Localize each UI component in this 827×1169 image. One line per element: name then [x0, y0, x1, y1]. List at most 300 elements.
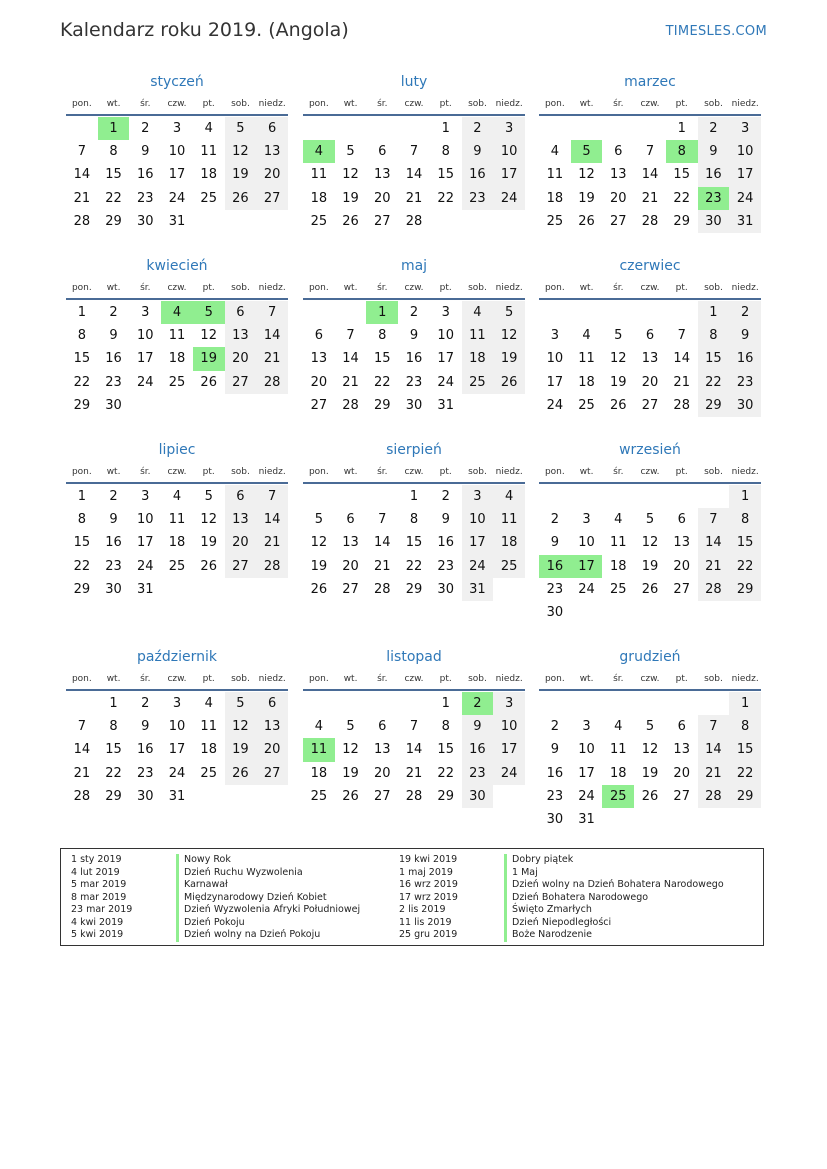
day-cell: 5 — [225, 117, 257, 140]
month-name: lipiec — [158, 442, 196, 458]
day-cell: 18 — [610, 765, 627, 781]
weekday-label: czw. — [167, 283, 187, 293]
weekday-label: pon. — [308, 674, 329, 684]
day-cell: 15 — [729, 738, 761, 761]
weekday-label: wt. — [579, 467, 594, 477]
day-cell: 5 — [614, 328, 623, 344]
day-cell: 15 — [437, 167, 454, 183]
weekday-label: pt. — [439, 283, 452, 293]
day-cell: 17 — [546, 374, 564, 390]
holiday-date: 17 wrz 2019 — [399, 891, 458, 903]
day-cell: 21 — [698, 762, 730, 785]
day-cell: 9 — [409, 328, 419, 344]
holiday-day-cell: 5 — [571, 140, 603, 163]
day-cell: 4 — [204, 696, 213, 711]
day-cell: 3 — [141, 489, 150, 504]
weekday-label: sob. — [704, 99, 723, 109]
empty-cell — [602, 301, 634, 324]
day-cell: 23 — [105, 374, 122, 390]
weekday-header — [303, 278, 525, 300]
empty-cell — [335, 485, 367, 508]
day-cell: 14 — [405, 742, 423, 758]
day-cell: 2 — [109, 305, 118, 320]
day-cell: 19 — [493, 347, 525, 370]
day-cell: 14 — [342, 351, 359, 367]
day-cell: 27 — [374, 788, 391, 804]
day-cell: 6 — [225, 485, 257, 508]
weekday-label: wt. — [343, 674, 358, 684]
day-cell: 31 — [168, 788, 186, 804]
day-cell: 26 — [310, 581, 328, 597]
day-cell: 25 — [310, 213, 328, 229]
day-cell: 6 — [346, 512, 355, 528]
day-cell: 20 — [342, 558, 359, 574]
empty-cell — [303, 117, 335, 140]
holiday-name: Dzień Pokoju — [176, 917, 245, 930]
day-cell: 31 — [729, 210, 761, 233]
weekday-header — [66, 669, 288, 691]
day-cell: 18 — [200, 742, 217, 758]
day-cell: 25 — [200, 765, 217, 781]
weekday-label: sob. — [468, 467, 487, 477]
holiday-date: 4 lut 2019 — [71, 866, 120, 878]
holiday-name: Dzień wolny na Dzień Pokoju — [176, 929, 320, 942]
day-cell: 16 — [137, 742, 154, 758]
holiday-date: 11 lis 2019 — [399, 916, 452, 928]
day-cell: 6 — [677, 719, 686, 735]
weekday-label: sob. — [704, 283, 723, 293]
day-cell: 8 — [109, 144, 118, 160]
day-cell: 24 — [437, 374, 454, 390]
weekday-label: wt. — [106, 283, 121, 293]
day-cell: 3 — [141, 305, 150, 320]
day-cell: 12 — [342, 167, 359, 183]
day-cell: 27 — [641, 397, 659, 413]
day-cell: 22 — [729, 555, 761, 578]
weekday-label: sob. — [704, 674, 723, 684]
day-cell: 26 — [578, 213, 595, 229]
day-cell: 11 — [493, 508, 525, 531]
weekday-label: śr. — [613, 99, 624, 109]
weekday-header — [66, 94, 288, 116]
month-2 — [539, 70, 761, 233]
empty-cell — [335, 117, 367, 140]
day-cell: 30 — [462, 785, 494, 808]
day-cell: 14 — [698, 738, 730, 761]
day-cell: 15 — [374, 351, 391, 367]
day-cell: 22 — [698, 371, 730, 394]
legend-row — [399, 917, 724, 930]
day-cell: 12 — [200, 512, 217, 528]
day-cell: 20 — [610, 190, 627, 206]
day-cell: 6 — [614, 144, 623, 160]
day-cell: 6 — [645, 328, 655, 344]
day-cell: 17 — [493, 163, 525, 186]
brand-link[interactable]: TIMESLES.COM — [665, 24, 767, 39]
day-cell: 14 — [73, 742, 91, 758]
weekday-label: śr. — [140, 674, 151, 684]
legend-row — [71, 879, 360, 892]
weekday-label: czw. — [404, 467, 424, 477]
day-cell: 23 — [405, 374, 423, 390]
weekday-label: pon. — [308, 283, 329, 293]
day-grid — [539, 692, 761, 831]
day-cell: 4 — [614, 512, 623, 528]
month-name: grudzień — [619, 649, 681, 665]
legend-row — [399, 904, 724, 917]
day-cell: 20 — [225, 347, 257, 370]
day-cell: 1 — [677, 121, 686, 136]
empty-cell — [539, 485, 571, 508]
day-cell: 31 — [578, 811, 595, 827]
day-cell: 17 — [168, 167, 186, 183]
weekday-header — [539, 278, 761, 300]
day-cell: 10 — [578, 742, 595, 758]
day-grid — [539, 485, 761, 624]
day-cell: 16 — [729, 347, 761, 370]
day-cell: 18 — [310, 765, 328, 781]
day-cell: 29 — [105, 213, 122, 229]
day-cell: 16 — [462, 163, 494, 186]
empty-cell — [398, 692, 430, 715]
weekday-label: śr. — [377, 99, 388, 109]
holiday-day-cell: 17 — [571, 555, 603, 578]
day-cell: 12 — [641, 535, 659, 551]
weekday-label: pt. — [439, 674, 452, 684]
day-cell: 10 — [462, 508, 494, 531]
weekday-label: śr. — [140, 283, 151, 293]
holiday-date: 19 kwi 2019 — [399, 854, 458, 865]
day-cell: 30 — [137, 213, 154, 229]
day-cell: 25 — [310, 788, 328, 804]
empty-cell — [634, 117, 666, 140]
day-cell: 8 — [409, 512, 419, 528]
weekday-label: niedz. — [731, 674, 759, 684]
holiday-day-cell: 5 — [193, 301, 225, 324]
day-cell: 26 — [342, 213, 359, 229]
day-cell: 26 — [641, 788, 659, 804]
day-cell: 2 — [141, 696, 150, 711]
day-cell: 30 — [729, 394, 761, 417]
page-title: Kalendarz roku 2019. (Angola) — [60, 19, 349, 41]
day-cell: 10 — [168, 719, 186, 735]
day-cell: 1 — [729, 485, 761, 508]
day-cell: 20 — [256, 163, 288, 186]
day-cell: 18 — [200, 167, 217, 183]
day-cell: 24 — [578, 788, 595, 804]
day-cell: 4 — [314, 719, 323, 735]
day-cell: 18 — [462, 347, 494, 370]
day-cell: 1 — [441, 121, 450, 136]
day-cell: 29 — [73, 397, 91, 413]
day-cell: 23 — [546, 788, 564, 804]
day-cell: 16 — [105, 351, 122, 367]
day-cell: 7 — [77, 719, 86, 735]
day-cell: 26 — [225, 762, 257, 785]
day-grid — [66, 117, 288, 233]
weekday-label: śr. — [140, 467, 151, 477]
day-cell: 7 — [409, 719, 419, 735]
holiday-name: Dzień wolny na Dzień Bohatera Narodowego — [504, 879, 724, 892]
day-cell: 11 — [610, 535, 627, 551]
day-cell: 25 — [546, 213, 564, 229]
day-cell: 3 — [729, 117, 761, 140]
empty-cell — [698, 485, 730, 508]
day-cell: 22 — [73, 374, 91, 390]
day-cell: 27 — [256, 187, 288, 210]
day-cell: 15 — [405, 535, 423, 551]
day-cell: 26 — [641, 581, 659, 597]
weekday-label: sob. — [468, 283, 487, 293]
day-cell: 3 — [172, 696, 182, 711]
holiday-name: 1 Maj — [504, 867, 538, 880]
day-cell: 12 — [200, 328, 217, 344]
weekday-header — [303, 94, 525, 116]
day-cell: 13 — [225, 508, 257, 531]
legend-row — [399, 854, 724, 867]
month-0 — [66, 70, 288, 233]
day-cell: 17 — [578, 765, 595, 781]
holiday-day-cell: 1 — [366, 301, 398, 324]
day-cell: 17 — [462, 531, 494, 554]
day-cell: 9 — [729, 324, 761, 347]
empty-cell — [335, 692, 367, 715]
day-cell: 14 — [698, 531, 730, 554]
day-cell: 28 — [256, 555, 288, 578]
day-cell: 27 — [310, 397, 328, 413]
empty-cell — [366, 692, 398, 715]
day-cell: 13 — [673, 742, 690, 758]
legend-row — [71, 904, 360, 917]
holiday-day-cell: 25 — [602, 785, 634, 808]
day-cell: 3 — [493, 117, 525, 140]
day-cell: 16 — [462, 738, 494, 761]
empty-cell — [571, 301, 603, 324]
empty-cell — [634, 485, 666, 508]
day-cell: 14 — [256, 508, 288, 531]
month-name: październik — [137, 649, 217, 665]
day-cell: 30 — [437, 581, 454, 597]
day-cell: 23 — [546, 581, 564, 597]
weekday-label: wt. — [579, 674, 594, 684]
day-cell: 13 — [673, 535, 690, 551]
day-cell: 6 — [225, 301, 257, 324]
month-5 — [539, 254, 761, 417]
weekday-label: czw. — [167, 99, 187, 109]
day-cell: 16 — [698, 163, 730, 186]
day-cell: 24 — [137, 374, 154, 390]
day-cell: 2 — [462, 117, 494, 140]
month-name: styczeń — [150, 74, 204, 90]
empty-cell — [698, 692, 730, 715]
day-cell: 17 — [168, 742, 186, 758]
day-cell: 8 — [77, 328, 86, 344]
holiday-date: 1 maj 2019 — [399, 866, 453, 878]
day-cell: 8 — [729, 508, 761, 531]
day-cell: 3 — [582, 512, 591, 528]
day-cell: 11 — [168, 512, 186, 528]
empty-cell — [602, 117, 634, 140]
day-cell: 7 — [256, 485, 288, 508]
day-cell: 16 — [137, 167, 154, 183]
day-cell: 15 — [73, 535, 91, 551]
month-name: sierpień — [386, 442, 442, 458]
empty-cell — [539, 117, 571, 140]
day-cell: 18 — [610, 558, 627, 574]
holiday-name: Nowy Rok — [176, 854, 231, 867]
day-cell: 3 — [550, 328, 559, 344]
day-cell: 20 — [673, 765, 690, 781]
day-cell: 27 — [225, 555, 257, 578]
day-cell: 10 — [546, 351, 564, 367]
empty-cell — [666, 301, 698, 324]
day-cell: 9 — [462, 140, 494, 163]
day-cell: 18 — [310, 190, 328, 206]
day-cell: 19 — [200, 535, 217, 551]
weekday-label: pon. — [544, 99, 565, 109]
day-cell: 22 — [437, 190, 454, 206]
day-cell: 16 — [437, 535, 454, 551]
day-cell: 2 — [729, 301, 761, 324]
day-cell: 9 — [141, 719, 150, 735]
day-cell: 4 — [204, 121, 213, 136]
day-grid — [66, 692, 288, 808]
empty-cell — [602, 485, 634, 508]
weekday-label: sob. — [231, 467, 250, 477]
day-cell: 5 — [645, 512, 655, 528]
day-cell: 24 — [168, 190, 186, 206]
day-cell: 11 — [610, 742, 627, 758]
day-cell: 30 — [137, 788, 154, 804]
day-cell: 22 — [105, 765, 122, 781]
day-cell: 3 — [462, 485, 494, 508]
weekday-label: wt. — [106, 467, 121, 477]
day-cell: 26 — [200, 374, 217, 390]
day-cell: 4 — [582, 328, 591, 344]
day-cell: 11 — [546, 167, 564, 183]
day-cell: 9 — [550, 535, 559, 551]
day-cell: 9 — [141, 144, 150, 160]
day-cell: 30 — [546, 604, 564, 620]
weekday-label: śr. — [140, 99, 151, 109]
day-cell: 25 — [493, 555, 525, 578]
holiday-day-cell: 23 — [698, 187, 730, 210]
day-cell: 4 — [172, 489, 182, 504]
weekday-label: wt. — [343, 99, 358, 109]
weekday-label: pt. — [675, 467, 688, 477]
day-cell: 24 — [729, 187, 761, 210]
day-cell: 9 — [550, 742, 559, 758]
legend-column-left — [71, 854, 360, 942]
holiday-date: 2 lis 2019 — [399, 904, 446, 915]
day-cell: 15 — [729, 531, 761, 554]
day-cell: 6 — [378, 719, 387, 735]
day-cell: 24 — [462, 555, 494, 578]
day-cell: 31 — [137, 581, 154, 597]
day-cell: 21 — [256, 531, 288, 554]
day-cell: 25 — [462, 371, 494, 394]
day-cell: 2 — [550, 719, 559, 735]
weekday-label: czw. — [640, 283, 660, 293]
day-cell: 22 — [73, 558, 91, 574]
holiday-name: Dzień Niepodległości — [504, 917, 611, 930]
day-cell: 8 — [441, 144, 450, 160]
weekday-label: pon. — [71, 99, 92, 109]
empty-cell — [303, 301, 335, 324]
empty-cell — [366, 485, 398, 508]
day-cell: 25 — [168, 374, 186, 390]
day-cell: 9 — [462, 715, 494, 738]
day-cell: 8 — [109, 719, 118, 735]
day-cell: 20 — [310, 374, 328, 390]
weekday-label: czw. — [404, 283, 424, 293]
day-cell: 5 — [204, 489, 213, 504]
day-cell: 28 — [641, 213, 659, 229]
empty-cell — [539, 692, 571, 715]
legend-column-right — [399, 854, 724, 942]
empty-cell — [66, 692, 98, 715]
weekday-label: sob. — [231, 283, 250, 293]
day-cell: 24 — [137, 558, 154, 574]
holiday-day-cell: 1 — [98, 117, 130, 140]
day-cell: 8 — [698, 324, 730, 347]
legend-row — [71, 892, 360, 905]
day-cell: 21 — [405, 765, 423, 781]
day-cell: 13 — [256, 715, 288, 738]
weekday-label: śr. — [613, 283, 624, 293]
day-cell: 10 — [729, 140, 761, 163]
day-cell: 26 — [493, 371, 525, 394]
day-cell: 17 — [729, 163, 761, 186]
day-cell: 17 — [137, 535, 154, 551]
empty-cell — [303, 485, 335, 508]
day-cell: 10 — [578, 535, 595, 551]
day-cell: 12 — [578, 167, 595, 183]
day-cell: 21 — [698, 555, 730, 578]
legend-row — [71, 867, 360, 880]
day-cell: 27 — [610, 213, 627, 229]
empty-cell — [335, 301, 367, 324]
holiday-day-cell: 16 — [539, 555, 571, 578]
day-cell: 7 — [378, 512, 387, 528]
weekday-label: pon. — [544, 283, 565, 293]
day-cell: 17 — [493, 738, 525, 761]
day-cell: 29 — [673, 213, 690, 229]
weekday-label: niedz. — [258, 283, 286, 293]
day-cell: 5 — [225, 692, 257, 715]
holiday-name: Dzień Wyzwolenia Afryki Południowej — [176, 904, 360, 917]
day-grid — [303, 117, 525, 233]
weekday-label: czw. — [167, 674, 187, 684]
day-cell: 5 — [346, 719, 355, 735]
holiday-date: 1 sty 2019 — [71, 854, 122, 865]
month-name: luty — [400, 74, 428, 90]
month-8 — [539, 438, 761, 624]
weekday-label: wt. — [343, 467, 358, 477]
month-name: wrzesień — [619, 442, 681, 458]
day-cell: 24 — [578, 581, 595, 597]
day-cell: 28 — [256, 371, 288, 394]
day-cell: 28 — [374, 581, 391, 597]
weekday-label: niedz. — [258, 467, 286, 477]
legend-row — [71, 854, 360, 867]
day-cell: 27 — [374, 213, 391, 229]
day-cell: 27 — [673, 788, 690, 804]
weekday-label: pt. — [202, 283, 215, 293]
day-cell: 19 — [578, 190, 595, 206]
weekday-label: niedz. — [258, 99, 286, 109]
day-cell: 3 — [582, 719, 591, 735]
